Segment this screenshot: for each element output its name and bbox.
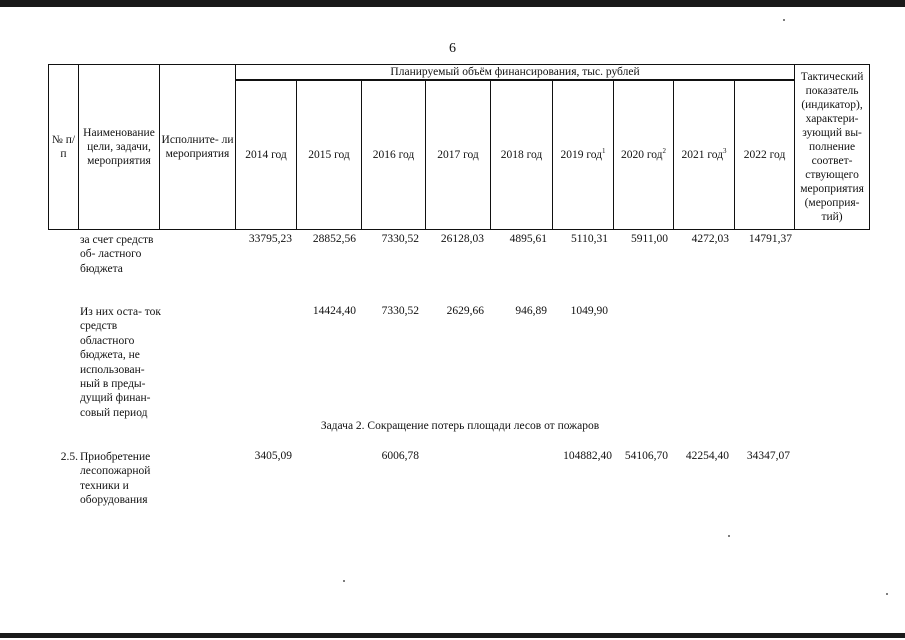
scan-speck bbox=[728, 535, 730, 537]
task-heading: Задача 2. Сокращение потерь площади лесов от пожаров bbox=[320, 420, 600, 432]
value-cell: 4895,61 bbox=[509, 233, 547, 245]
value-cell: 7330,52 bbox=[381, 233, 419, 245]
table-header bbox=[48, 64, 870, 230]
value-cell: 1049,90 bbox=[570, 305, 608, 317]
header-year: 2022 год bbox=[735, 80, 795, 229]
scan-speck bbox=[886, 593, 888, 595]
value-cell: 7330,52 bbox=[381, 305, 419, 317]
row-name-equipment: Приобретение лесопожарной техники и оборудования bbox=[80, 451, 151, 507]
header-year: 2015 год bbox=[297, 80, 362, 229]
page-number: 6 bbox=[449, 41, 456, 56]
header-indicator: Тактический показатель (индикатор), характери- зующий вы- полнение соответ- ствующего мероприятия (мероприя- тий) bbox=[795, 65, 870, 230]
value-cell: 3405,09 bbox=[254, 450, 292, 462]
value-cell: 34347,07 bbox=[746, 450, 790, 462]
header-year: 2016 год bbox=[362, 80, 426, 229]
scan-speck bbox=[343, 580, 345, 582]
scan-top-edge bbox=[0, 0, 905, 7]
header-year: 2014 год bbox=[236, 80, 297, 229]
value-cell: 14791,37 bbox=[748, 233, 792, 245]
scan-speck bbox=[783, 19, 785, 21]
header-year: 2021 год$^3$ bbox=[674, 80, 735, 229]
value-cell: 5110,31 bbox=[571, 233, 608, 245]
value-cell: 5911,00 bbox=[631, 233, 668, 245]
row-name-unused-balance: Из них оста- ток средств областного бюджета, не использован- ный в преды- дущий финан- совый период bbox=[80, 306, 161, 419]
value-cell: 54106,70 bbox=[624, 450, 668, 462]
value-cell: 42254,40 bbox=[685, 450, 729, 462]
header-year: 2018 год bbox=[491, 80, 553, 229]
header-executors: Исполните- ли мероприятия bbox=[160, 65, 236, 230]
header-planned-financing: Планируемый объём финансирования, тыс. рублей bbox=[236, 65, 795, 81]
header-name: Наименование цели, задачи, мероприятия bbox=[79, 65, 160, 230]
header-year: 2019 год$^1$ bbox=[553, 80, 614, 229]
row-number: 2.5. bbox=[60, 451, 78, 463]
header-year: 2017 год bbox=[426, 80, 491, 229]
row-name-regional-budget: за счет средств об- ластного бюджета bbox=[80, 234, 154, 275]
value-cell: 33795,23 bbox=[248, 233, 292, 245]
value-cell: 14424,40 bbox=[312, 305, 356, 317]
value-cell: 28852,56 bbox=[312, 233, 356, 245]
value-cell: 104882,40 bbox=[563, 450, 612, 462]
scan-bottom-edge bbox=[0, 633, 905, 638]
value-cell: 946,89 bbox=[515, 305, 547, 317]
value-cell: 6006,78 bbox=[381, 450, 419, 462]
value-cell: 26128,03 bbox=[440, 233, 484, 245]
value-cell: 2629,66 bbox=[446, 305, 484, 317]
value-cell: 4272,03 bbox=[691, 233, 729, 245]
header-number: № п/п bbox=[49, 65, 79, 230]
header-year: 2020 год$^2$ bbox=[614, 80, 674, 229]
